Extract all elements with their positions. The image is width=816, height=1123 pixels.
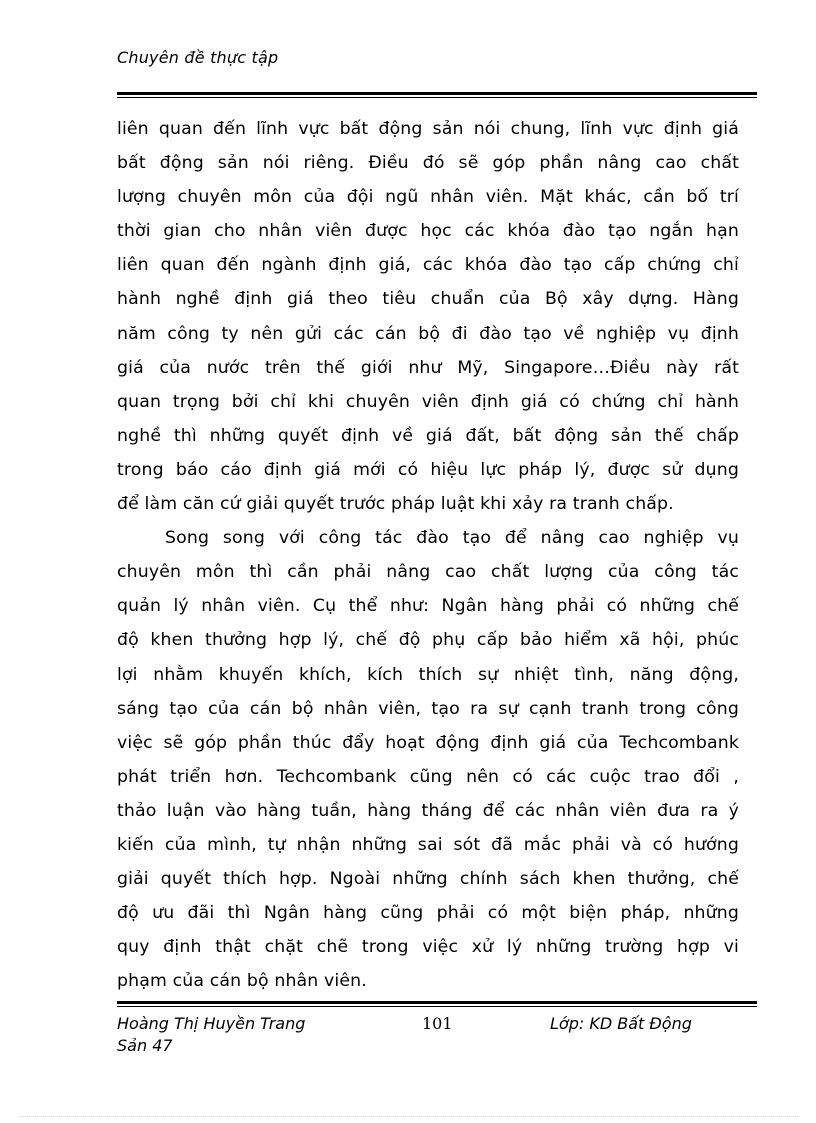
footer-class-label: Lớp: KD Bất Động <box>550 1014 692 1033</box>
text-line: hành nghề định giá theo tiêu chuẩn của Bộ xây dựng. Hàng <box>117 289 739 310</box>
text-line: bất động sản nói riêng. Điều đó sẽ góp phần nâng cao chất <box>117 153 739 174</box>
text-line: năm công ty nên gửi các cán bộ đi đào tạo về nghiệp vụ định <box>117 323 739 344</box>
header-rule-thick <box>117 92 757 95</box>
page-edge-divider <box>20 1116 800 1117</box>
text-line: chuyên môn thì cần phải nâng cao chất lượng của công tác <box>117 562 739 583</box>
text-line: độ ưu đãi thì Ngân hàng cũng phải có một biện pháp, những <box>117 903 739 924</box>
footer-rule-thick <box>117 1001 757 1004</box>
text-line: nghề thì những quyết định về giá đất, bất động sản thế chấp <box>117 425 739 446</box>
text-line: phạm của cán bộ nhân viên. <box>117 971 367 992</box>
paragraph-first-line: Song song với công tác đào tạo để nâng cao nghiệp vụ <box>165 528 739 549</box>
text-line: liên quan đến lĩnh vực bất động sản nói chung, lĩnh vực định giá <box>117 119 739 139</box>
body-text <box>117 112 739 998</box>
text-line: giải quyết thích hợp. Ngoài những chính sách khen thưởng, chế <box>117 869 739 890</box>
text-line: quan trọng bởi chỉ khi chuyên viên định giá có chứng chỉ hành <box>117 391 739 412</box>
text-line: phát triển hơn. Techcombank cũng nên có các cuộc trao đổi , <box>117 766 739 787</box>
text-line: thời gian cho nhân viên được học các khóa đào tạo ngắn hạn <box>117 221 739 242</box>
text-line: lợi nhằm khuyến khích, kích thích sự nhiệt tình, năng động, <box>117 664 739 685</box>
text-line: để làm căn cứ giải quyết trước pháp luật khi xảy ra tranh chấp. <box>117 494 674 515</box>
page-header-title: Chuyên đề thực tập <box>117 48 279 67</box>
text-line: thảo luận vào hàng tuần, hàng tháng để các nhân viên đưa ra ý <box>117 800 739 821</box>
page-number: 101 <box>422 1014 453 1033</box>
text-line: quản lý nhân viên. Cụ thể như: Ngân hàng phải có những chế <box>117 596 739 617</box>
footer-author: Hoàng Thị Huyền Trang <box>117 1014 306 1033</box>
text-line: sáng tạo của cán bộ nhân viên, tạo ra sự cạnh tranh trong công <box>117 698 739 719</box>
header-rule-thin <box>117 97 757 98</box>
text-line: lượng chuyên môn của đội ngũ nhân viên. Mặt khác, cần bố trí <box>117 187 739 208</box>
text-line: việc sẽ góp phần thúc đẩy hoạt động định giá của Techcombank <box>117 732 739 753</box>
text-line: kiến của mình, tự nhận những sai sót đã mắc phải và có hướng <box>117 834 739 855</box>
text-line: trong báo cáo định giá mới có hiệu lực pháp lý, được sử dụng <box>117 459 739 480</box>
text-line: quy định thật chặt chẽ trong việc xử lý những trường hợp vi <box>117 937 739 958</box>
footer-rule-thin <box>117 1006 757 1007</box>
text-line: liên quan đến ngành định giá, các khóa đào tạo cấp chứng chỉ <box>117 255 739 276</box>
text-line: giá của nước trên thế giới như Mỹ, Singapore…Điều này rất <box>117 357 739 378</box>
text-line: độ khen thưởng hợp lý, chế độ phụ cấp bảo hiểm xã hội, phúc <box>117 630 739 651</box>
footer-class-label-cont: Sản 47 <box>117 1036 173 1055</box>
